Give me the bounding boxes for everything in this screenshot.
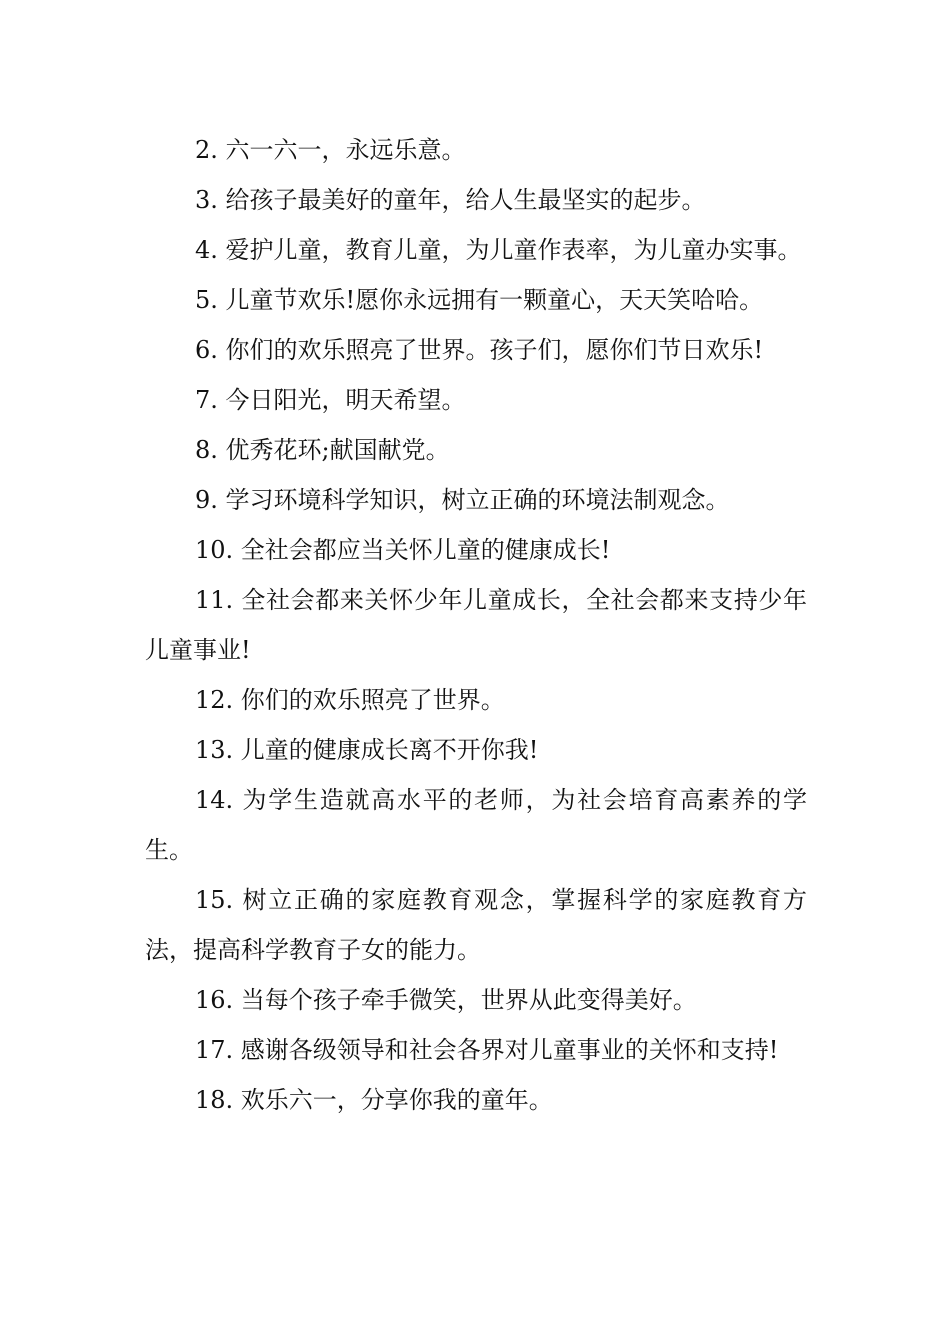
list-item: 13. 儿童的健康成长离不开你我! bbox=[195, 736, 539, 764]
list-item: 9. 学习环境科学知识，树立正确的环境法制观念。 bbox=[195, 486, 730, 514]
list-item: 2. 六一六一，永远乐意。 bbox=[195, 136, 466, 164]
list-item: 17. 感谢各级领导和社会各界对儿童事业的关怀和支持! bbox=[195, 1036, 779, 1064]
list-item: 10. 全社会都应当关怀儿童的健康成长! bbox=[195, 536, 611, 564]
slogan-list bbox=[145, 125, 807, 1125]
list-item: 3. 给孩子最美好的童年，给人生最坚实的起步。 bbox=[195, 186, 706, 214]
list-item: 11. 全社会都来关怀少年儿童成长，全社会都来支持少年儿童事业! bbox=[145, 586, 807, 664]
list-item: 16. 当每个孩子牵手微笑，世界从此变得美好。 bbox=[195, 986, 697, 1014]
list-item: 6. 你们的欢乐照亮了世界。孩子们，愿你们节日欢乐! bbox=[195, 336, 764, 364]
list-item: 18. 欢乐六一，分享你我的童年。 bbox=[195, 1086, 553, 1114]
list-item: 4. 爱护儿童，教育儿童，为儿童作表率，为儿童办实事。 bbox=[195, 236, 802, 264]
list-item: 7. 今日阳光，明天希望。 bbox=[195, 386, 466, 414]
list-item: 12. 你们的欢乐照亮了世界。 bbox=[195, 686, 505, 714]
list-item: 8. 优秀花环;献国献党。 bbox=[195, 436, 450, 464]
list-item: 5. 儿童节欢乐!愿你永远拥有一颗童心，天天笑哈哈。 bbox=[195, 286, 764, 314]
list-item: 15. 树立正确的家庭教育观念，掌握科学的家庭教育方法，提高科学教育子女的能力。 bbox=[145, 886, 807, 964]
list-item: 14. 为学生造就高水平的老师，为社会培育高素养的学生。 bbox=[145, 786, 807, 864]
